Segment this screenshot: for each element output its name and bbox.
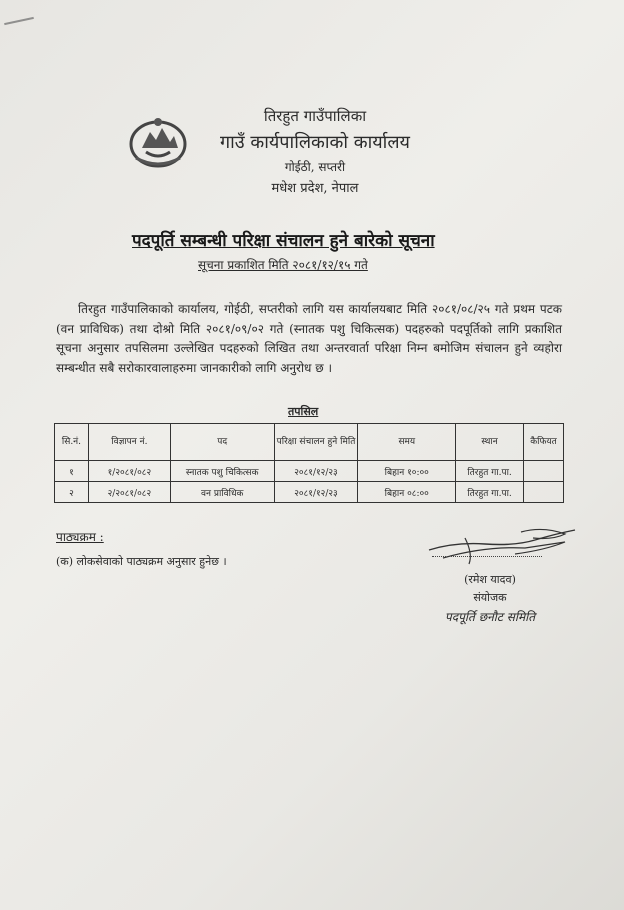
cell-exam-date: २०८१/१२/२३ xyxy=(274,482,358,503)
cell-post: स्नातक पशु चिकित्सक xyxy=(170,461,274,482)
province-country: मधेश प्रदेश, नेपाल xyxy=(271,181,359,196)
table-row xyxy=(55,482,564,503)
curriculum-heading: पाठ्यक्रम : xyxy=(56,530,104,544)
cell-ad-no: २/२०८१/०८२ xyxy=(88,482,170,503)
cell-sn: २ xyxy=(55,482,89,503)
col-header-exam-date: परिक्षा संचालन हुने मिति xyxy=(274,424,358,461)
office-location: गोईठी, सप्तरी xyxy=(284,160,346,174)
col-header-sn: सि.नं. xyxy=(55,424,89,461)
handwritten-signature xyxy=(425,520,585,570)
publication-date: सूचना प्रकाशित मिति २०८१/१२/१५ गते xyxy=(198,258,368,272)
col-header-post: पद xyxy=(170,424,274,461)
scan-mark xyxy=(4,17,34,25)
signatory-committee: पदपूर्ति छनौट समिति xyxy=(444,610,536,624)
cell-remarks xyxy=(523,461,563,482)
signature-line xyxy=(432,556,542,557)
government-emblem-icon xyxy=(128,114,188,168)
cell-exam-date: २०८१/१२/२३ xyxy=(274,461,358,482)
cell-remarks xyxy=(523,482,563,503)
municipality-name: तिरहुत गाउँपालिका xyxy=(263,107,367,125)
notice-title: पदपूर्ति सम्बन्धी परिक्षा संचालन हुने बारेको सूचना xyxy=(132,231,435,251)
table-header-row xyxy=(55,424,564,461)
notice-body: तिरहुत गाउँपालिकाको कार्यालय, गोईठी, सप्तरीको लागि यस कार्यालयबाट मिति २०८१/०८/२५ गते प्रथम पटक (वन प्राविधिक) तथा दोश्रो मिति २०८१/०९/०२ गते (स्नातक पशु चिकित्सक) पदहरुको पदपूर्तिको लागि प्रकाशित सूचना अनुसार तपसिलमा उल्लेखित पदहरुको लिखित तथा अन्तरवार्ता परिक्षा निम्न बमोजिम संचालन हुने व्यहोरा सम्बन्धीत सबै सरोकारवालाहरुमा जानकारीको लागि अनुरोध छ । xyxy=(56,302,562,375)
col-header-time: समय xyxy=(358,424,456,461)
cell-time: बिहान ०८:०० xyxy=(358,482,456,503)
office-name: गाउँ कार्यपालिकाको कार्यालय xyxy=(220,132,410,153)
col-header-place: स्थान xyxy=(456,424,524,461)
cell-post: वन प्राविधिक xyxy=(170,482,274,503)
cell-time: बिहान १०:०० xyxy=(358,461,456,482)
cell-place: तिरहुत गा.पा. xyxy=(456,482,524,503)
col-header-remarks: कैफियत xyxy=(523,424,563,461)
cell-place: तिरहुत गा.पा. xyxy=(456,461,524,482)
curriculum-item: (क) लोकसेवाको पाठ्यक्रम अनुसार हुनेछ । xyxy=(56,555,227,568)
table-row xyxy=(55,461,564,482)
exam-schedule-table xyxy=(54,423,564,503)
cell-ad-no: १/२०८१/०८२ xyxy=(88,461,170,482)
table-caption: तपसिल xyxy=(288,405,319,418)
cell-sn: १ xyxy=(55,461,89,482)
signatory-role: संयोजक xyxy=(473,591,507,604)
col-header-ad-no: विज्ञापन नं. xyxy=(88,424,170,461)
signatory-name: (रमेश यादव) xyxy=(464,573,516,586)
